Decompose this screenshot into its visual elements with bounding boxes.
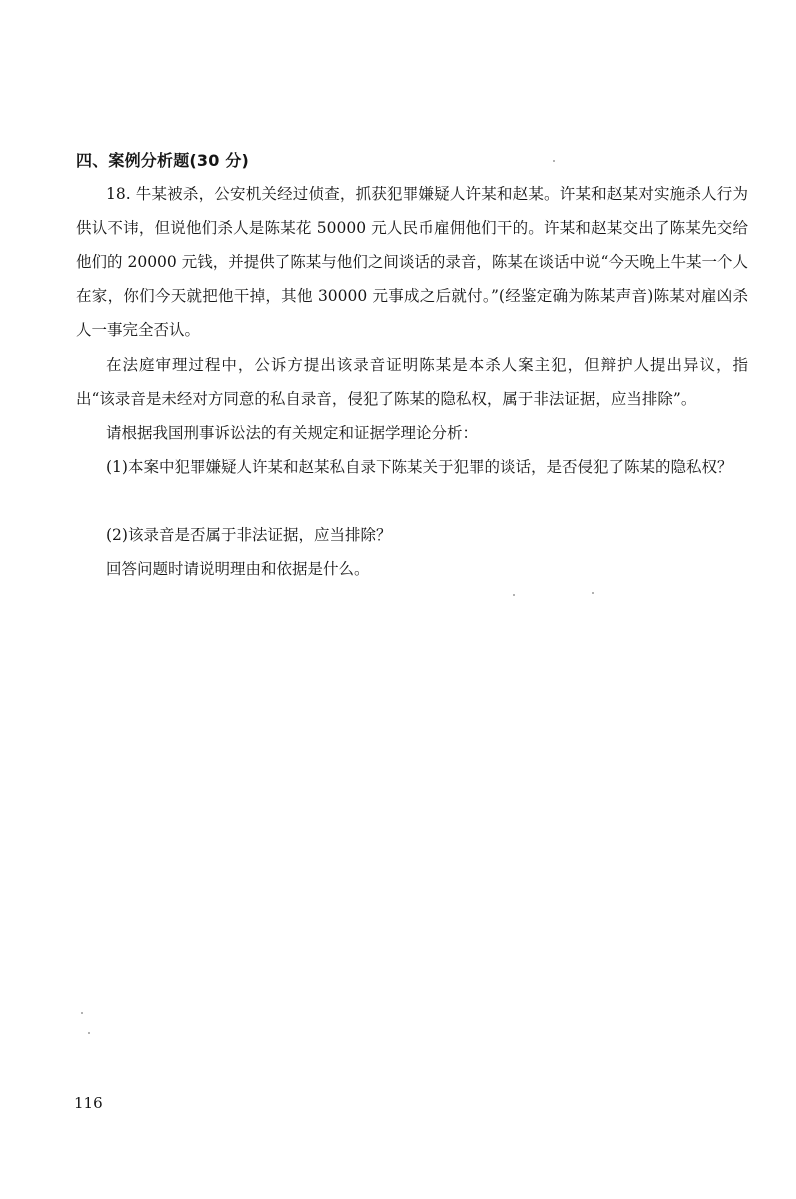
scan-speck [592, 592, 594, 594]
scan-speck [88, 1032, 90, 1034]
section-heading: 四、案例分析题(30 分) [76, 151, 250, 170]
page-number: 116 [74, 1094, 103, 1112]
scan-speck [81, 1012, 83, 1014]
case-paragraph-2: 在法庭审理过程中，公诉方提出该录音证明陈某是本杀人案主犯，但辩护人提出异议，指出“该录音是未经对方同意的私自录音，侵犯了陈某的隐私权，属于非法证据，应当排除”。 [76, 356, 748, 408]
analysis-instruction: 请根据我国刑事诉讼法的有关规定和证据学理论分析： [106, 424, 479, 442]
case-paragraph-1: 18. 牛某被杀，公安机关经过侦查，抓获犯罪嫌疑人许某和赵某。许某和赵某对实施杀人行为供认不讳，但说他们杀人是陈某花 50000 元人民币雇佣他们干的。许某和赵某交出了陈某先交给他们的 20000 元钱，并提供了陈某与他们之间谈话的录音，陈某在谈话中说“今天晚上牛某一个人在家，你们今天就把他干掉，其他 30000 元事成之后就付。”(经鉴定确为陈某声音)陈某对雇凶杀人一事完全否认。 [76, 185, 748, 339]
sub-question-1: (1)本案中犯罪嫌疑人许某和赵某私自录下陈某关于犯罪的谈话，是否侵犯了陈某的隐私权？ [106, 458, 733, 476]
answer-note: 回答问题时请说明理由和依据是什么。 [106, 560, 370, 578]
scan-speck [513, 594, 515, 596]
sub-question-2: (2)该录音是否属于非法证据，应当排除？ [106, 526, 392, 544]
scan-speck [553, 160, 555, 162]
